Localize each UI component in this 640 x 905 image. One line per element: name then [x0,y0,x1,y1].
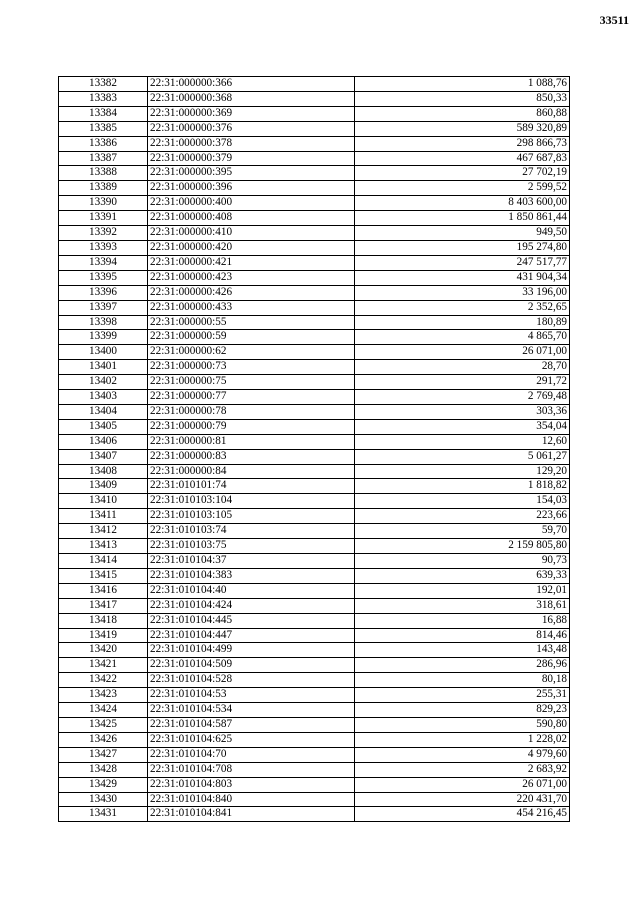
table-row [59,360,570,375]
table-row [59,568,570,583]
cadastral-value-cell: 1 088,76 [355,77,570,92]
cadastral-value-cell: 16,88 [355,613,570,628]
cadastral-number-cell: 22:31:010104:528 [148,673,355,688]
cadastral-value-cell: 2 769,48 [355,390,570,405]
cadastral-number-cell: 22:31:010104:53 [148,688,355,703]
cadastral-number-cell: 22:31:000000:395 [148,166,355,181]
cadastral-number-cell: 22:31:000000:400 [148,196,355,211]
table-row [59,390,570,405]
cadastral-number-cell: 22:31:010103:104 [148,494,355,509]
cadastral-number-cell: 22:31:010104:383 [148,568,355,583]
row-number-cell: 13421 [59,658,148,673]
table-row [59,598,570,613]
cadastral-value-cell: 80,18 [355,673,570,688]
cadastral-value-cell: 143,48 [355,643,570,658]
table-row [59,121,570,136]
cadastral-number-cell: 22:31:000000:62 [148,345,355,360]
table-row [59,792,570,807]
cadastral-number-cell: 22:31:000000:84 [148,464,355,479]
cadastral-number-cell: 22:31:000000:79 [148,419,355,434]
cadastral-number-cell: 22:31:000000:410 [148,226,355,241]
table-row [59,807,570,822]
table-row [59,419,570,434]
row-number-cell: 13382 [59,77,148,92]
row-number-cell: 13405 [59,419,148,434]
row-number-cell: 13428 [59,762,148,777]
row-number-cell: 13409 [59,479,148,494]
cadastral-value-table [58,76,570,822]
table-row [59,404,570,419]
cadastral-value-cell: 129,20 [355,464,570,479]
table-row [59,449,570,464]
cadastral-value-cell: 639,33 [355,568,570,583]
cadastral-number-cell: 22:31:000000:369 [148,106,355,121]
cadastral-value-cell: 192,01 [355,583,570,598]
cadastral-value-cell: 286,96 [355,658,570,673]
table-row [59,688,570,703]
row-number-cell: 13401 [59,360,148,375]
row-number-cell: 13406 [59,434,148,449]
row-number-cell: 13410 [59,494,148,509]
row-number-cell: 13422 [59,673,148,688]
cadastral-number-cell: 22:31:000000:396 [148,181,355,196]
table-row [59,166,570,181]
cadastral-value-cell: 154,03 [355,494,570,509]
row-number-cell: 13391 [59,211,148,226]
table-row [59,226,570,241]
cadastral-number-cell: 22:31:010104:70 [148,747,355,762]
cadastral-number-cell: 22:31:000000:408 [148,211,355,226]
cadastral-number-cell: 22:31:000000:426 [148,285,355,300]
table-row [59,524,570,539]
cadastral-value-cell: 195 274,80 [355,240,570,255]
row-number-cell: 13430 [59,792,148,807]
row-number-cell: 13392 [59,226,148,241]
cadastral-value-cell: 220 431,70 [355,792,570,807]
cadastral-value-cell: 59,70 [355,524,570,539]
cadastral-value-cell: 454 216,45 [355,807,570,822]
table-row [59,255,570,270]
row-number-cell: 13429 [59,777,148,792]
cadastral-number-cell: 22:31:010104:587 [148,717,355,732]
cadastral-value-cell: 1 228,02 [355,732,570,747]
row-number-cell: 13414 [59,554,148,569]
cadastral-number-cell: 22:31:000000:421 [148,255,355,270]
row-number-cell: 13424 [59,703,148,718]
row-number-cell: 13431 [59,807,148,822]
cadastral-value-cell: 298 866,73 [355,136,570,151]
cadastral-number-cell: 22:31:000000:376 [148,121,355,136]
row-number-cell: 13420 [59,643,148,658]
cadastral-value-cell: 8 403 600,00 [355,196,570,211]
table-row [59,732,570,747]
cadastral-value-cell: 860,88 [355,106,570,121]
cadastral-number-cell: 22:31:000000:378 [148,136,355,151]
cadastral-number-cell: 22:31:010104:509 [148,658,355,673]
cadastral-value-cell: 467 687,83 [355,151,570,166]
row-number-cell: 13387 [59,151,148,166]
row-number-cell: 13403 [59,390,148,405]
table-row [59,762,570,777]
table-row [59,375,570,390]
cadastral-value-cell: 829,23 [355,703,570,718]
cadastral-number-cell: 22:31:010103:74 [148,524,355,539]
cadastral-value-cell: 318,61 [355,598,570,613]
table-row [59,196,570,211]
cadastral-value-cell: 26 071,00 [355,345,570,360]
row-number-cell: 13384 [59,106,148,121]
table-row [59,285,570,300]
table-row [59,330,570,345]
row-number-cell: 13386 [59,136,148,151]
row-number-cell: 13385 [59,121,148,136]
row-number-cell: 13395 [59,270,148,285]
cadastral-number-cell: 22:31:010103:105 [148,509,355,524]
cadastral-number-cell: 22:31:010104:708 [148,762,355,777]
cadastral-value-cell: 590,80 [355,717,570,732]
cadastral-value-cell: 4 979,60 [355,747,570,762]
row-number-cell: 13423 [59,688,148,703]
cadastral-value-cell: 28,70 [355,360,570,375]
row-number-cell: 13426 [59,732,148,747]
cadastral-value-cell: 589 320,89 [355,121,570,136]
cadastral-value-cell: 1 850 861,44 [355,211,570,226]
cadastral-number-cell: 22:31:010104:803 [148,777,355,792]
cadastral-value-cell: 12,60 [355,434,570,449]
row-number-cell: 13383 [59,91,148,106]
cadastral-number-cell: 22:31:010104:840 [148,792,355,807]
cadastral-value-cell: 354,04 [355,419,570,434]
row-number-cell: 13427 [59,747,148,762]
cadastral-value-cell: 33 196,00 [355,285,570,300]
cadastral-value-cell: 291,72 [355,375,570,390]
table-row [59,270,570,285]
cadastral-value-cell: 431 904,34 [355,270,570,285]
row-number-cell: 13425 [59,717,148,732]
table-row [59,777,570,792]
row-number-cell: 13400 [59,345,148,360]
cadastral-number-cell: 22:31:010104:40 [148,583,355,598]
cadastral-number-cell: 22:31:010104:445 [148,613,355,628]
row-number-cell: 13415 [59,568,148,583]
row-number-cell: 13418 [59,613,148,628]
table-row [59,106,570,121]
row-number-cell: 13397 [59,300,148,315]
table-row [59,464,570,479]
row-number-cell: 13390 [59,196,148,211]
table-row [59,539,570,554]
table-row [59,613,570,628]
cadastral-number-cell: 22:31:010104:37 [148,554,355,569]
page-number: 33511 [599,13,629,27]
table-row [59,151,570,166]
table-row [59,181,570,196]
cadastral-value-cell: 814,46 [355,628,570,643]
row-number-cell: 13419 [59,628,148,643]
table-row [59,703,570,718]
cadastral-number-cell: 22:31:010104:447 [148,628,355,643]
row-number-cell: 13408 [59,464,148,479]
cadastral-number-cell: 22:31:000000:75 [148,375,355,390]
row-number-cell: 13394 [59,255,148,270]
table-row [59,300,570,315]
cadastral-number-cell: 22:31:010104:499 [148,643,355,658]
table-row [59,583,570,598]
row-number-cell: 13402 [59,375,148,390]
row-number-cell: 13413 [59,539,148,554]
cadastral-value-cell: 180,89 [355,315,570,330]
cadastral-number-cell: 22:31:000000:379 [148,151,355,166]
cadastral-value-cell: 1 818,82 [355,479,570,494]
row-number-cell: 13412 [59,524,148,539]
cadastral-number-cell: 22:31:000000:423 [148,270,355,285]
row-number-cell: 13407 [59,449,148,464]
cadastral-value-cell: 2 683,92 [355,762,570,777]
cadastral-value-cell: 5 061,27 [355,449,570,464]
table-row [59,479,570,494]
table-row [59,509,570,524]
table-row [59,77,570,92]
cadastral-value-cell: 949,50 [355,226,570,241]
cadastral-value-cell: 27 702,19 [355,166,570,181]
row-number-cell: 13393 [59,240,148,255]
cadastral-number-cell: 22:31:000000:55 [148,315,355,330]
row-number-cell: 13399 [59,330,148,345]
cadastral-number-cell: 22:31:010104:841 [148,807,355,822]
table-row [59,747,570,762]
cadastral-number-cell: 22:31:000000:366 [148,77,355,92]
row-number-cell: 13396 [59,285,148,300]
row-number-cell: 13389 [59,181,148,196]
cadastral-number-cell: 22:31:010104:534 [148,703,355,718]
cadastral-number-cell: 22:31:000000:368 [148,91,355,106]
table-body [59,77,570,822]
row-number-cell: 13404 [59,404,148,419]
cadastral-number-cell: 22:31:000000:77 [148,390,355,405]
cadastral-number-cell: 22:31:000000:73 [148,360,355,375]
cadastral-value-cell: 303,36 [355,404,570,419]
cadastral-number-cell: 22:31:000000:420 [148,240,355,255]
row-number-cell: 13398 [59,315,148,330]
table-row [59,628,570,643]
cadastral-number-cell: 22:31:010104:625 [148,732,355,747]
table-row [59,91,570,106]
cadastral-value-cell: 26 071,00 [355,777,570,792]
table-row [59,494,570,509]
cadastral-number-cell: 22:31:000000:78 [148,404,355,419]
table-row [59,434,570,449]
table-row [59,345,570,360]
cadastral-value-cell: 247 517,77 [355,255,570,270]
table-row [59,673,570,688]
cadastral-value-cell: 90,73 [355,554,570,569]
cadastral-value-cell: 4 865,70 [355,330,570,345]
table-row [59,643,570,658]
cadastral-value-cell: 2 352,65 [355,300,570,315]
cadastral-number-cell: 22:31:000000:433 [148,300,355,315]
cadastral-value-cell: 223,66 [355,509,570,524]
table-row [59,658,570,673]
table-row [59,136,570,151]
cadastral-number-cell: 22:31:000000:81 [148,434,355,449]
cadastral-number-cell: 22:31:010101:74 [148,479,355,494]
table-row [59,240,570,255]
row-number-cell: 13417 [59,598,148,613]
cadastral-value-cell: 2 159 805,80 [355,539,570,554]
table-row [59,717,570,732]
table-row [59,554,570,569]
cadastral-value-cell: 255,31 [355,688,570,703]
cadastral-value-cell: 850,33 [355,91,570,106]
cadastral-number-cell: 22:31:010103:75 [148,539,355,554]
row-number-cell: 13416 [59,583,148,598]
row-number-cell: 13388 [59,166,148,181]
row-number-cell: 13411 [59,509,148,524]
table-row [59,315,570,330]
cadastral-value-cell: 2 599,52 [355,181,570,196]
cadastral-number-cell: 22:31:000000:83 [148,449,355,464]
cadastral-number-cell: 22:31:010104:424 [148,598,355,613]
cadastral-number-cell: 22:31:000000:59 [148,330,355,345]
table-row [59,211,570,226]
